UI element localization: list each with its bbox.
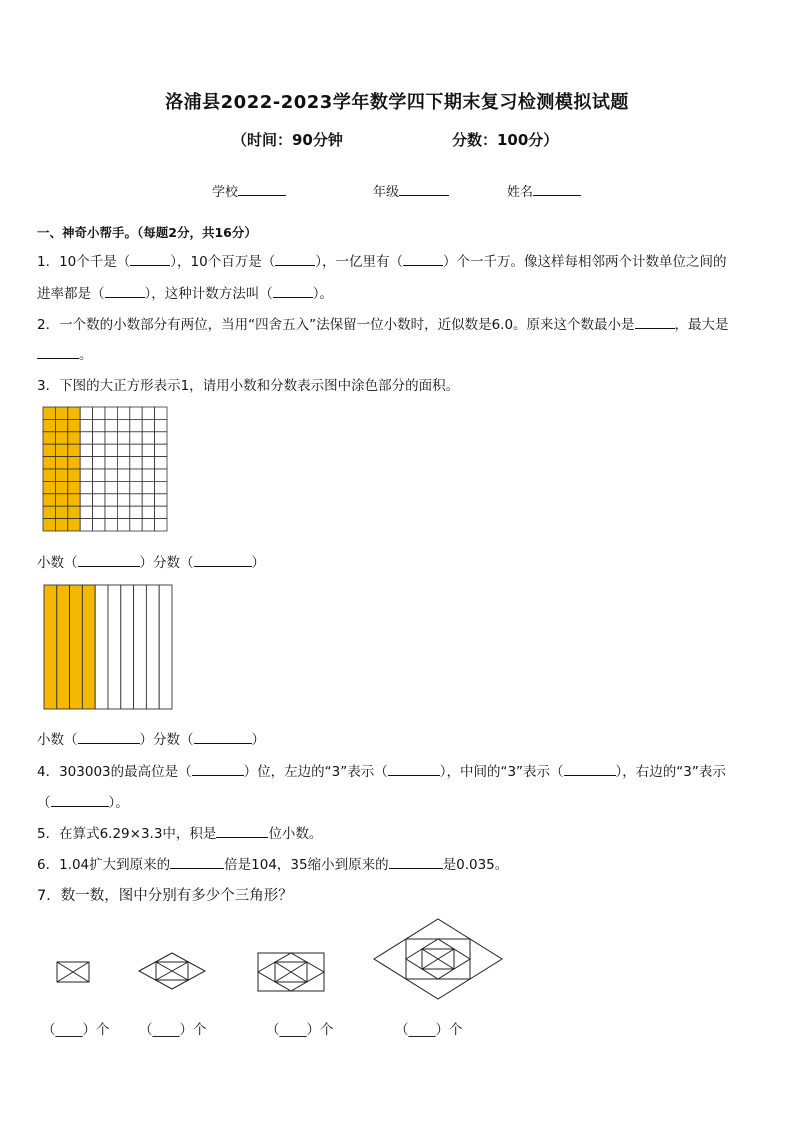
grid-cell [105, 481, 117, 493]
grid-cell [117, 419, 129, 431]
grid-cell [142, 457, 154, 469]
triangle-figure-1 [56, 961, 90, 983]
question-3-text: 3．下图的大正方形表示1，请用小数和分数表示图中涂色部分的面积。 [37, 378, 460, 394]
grid-cell [117, 481, 129, 493]
answer-blank[interactable] [275, 253, 315, 266]
strip [134, 585, 147, 709]
answer-blank[interactable] [170, 856, 224, 869]
grade-blank[interactable] [399, 183, 449, 196]
grid-cell [105, 469, 117, 481]
grid-cell [117, 407, 129, 419]
grid-cell [155, 469, 167, 481]
grid-cell [117, 444, 129, 456]
question-6: 6．1.04扩大到原来的 倍是104，35缩小到原来的 是0.035。 [37, 857, 509, 873]
grid-cell-shaded [43, 419, 55, 431]
answer-blank[interactable] [37, 346, 79, 359]
strip-figure [42, 583, 174, 711]
grid-cell [155, 419, 167, 431]
grid-cell [105, 519, 117, 531]
fraction-blank[interactable] [194, 554, 252, 567]
grid-cell-shaded [55, 419, 67, 431]
grid-cell-shaded [43, 407, 55, 419]
grid-cell [105, 419, 117, 431]
grid-cell [155, 457, 167, 469]
question-3-fig1-answer: 小数（ ）分数（ ） [37, 555, 265, 571]
grid-cell [80, 519, 92, 531]
grid-cell [130, 419, 142, 431]
strip-shaded [57, 585, 70, 709]
grid-cell [142, 494, 154, 506]
grid-cell-shaded [68, 469, 80, 481]
answer-blank[interactable] [564, 763, 616, 776]
question-4-line-2: （ ）。 [37, 795, 129, 811]
grid-cell-shaded [68, 519, 80, 531]
grid-cell-shaded [55, 469, 67, 481]
grid-cell [130, 432, 142, 444]
grid-cell [117, 494, 129, 506]
grid-cell [80, 457, 92, 469]
grid-cell [155, 407, 167, 419]
grid-cell-shaded [68, 457, 80, 469]
strip [146, 585, 159, 709]
grid-cell [117, 506, 129, 518]
grid-cell [155, 481, 167, 493]
question-5: 5．在算式6.29×3.3中，积是 位小数。 [37, 826, 323, 842]
q7-answer-2[interactable]: （____）个 [139, 1022, 207, 1038]
grid-cell-shaded [68, 407, 80, 419]
grid-cell [142, 407, 154, 419]
question-2-line-2: 。 [37, 343, 93, 363]
grid-cell-shaded [43, 469, 55, 481]
grid-cell-shaded [43, 494, 55, 506]
grid-cell [142, 506, 154, 518]
answer-blank[interactable] [388, 763, 440, 776]
grid-cell [93, 407, 105, 419]
answer-blank[interactable] [51, 794, 109, 807]
hundred-grid-figure [42, 406, 170, 532]
grid-cell-shaded [55, 407, 67, 419]
grid-cell [130, 506, 142, 518]
grid-cell [142, 519, 154, 531]
triangle-figure-4 [372, 917, 504, 1001]
grid-cell-shaded [68, 432, 80, 444]
grid-cell [117, 469, 129, 481]
section-heading: 一、神奇小帮手。（每题2分，共16分） [37, 225, 257, 240]
grid-cell [155, 506, 167, 518]
strip-shaded [70, 585, 83, 709]
grid-cell [142, 481, 154, 493]
decimal-blank[interactable] [78, 731, 140, 744]
question-7-text: 7．数一数，图中分别有多少个三角形？ [37, 888, 293, 904]
grid-cell [130, 444, 142, 456]
answer-blank[interactable] [635, 316, 675, 329]
grid-cell-shaded [55, 519, 67, 531]
grid-cell [130, 494, 142, 506]
grid-cell [80, 506, 92, 518]
grid-cell [105, 407, 117, 419]
grid-cell [105, 457, 117, 469]
grid-cell [93, 432, 105, 444]
grid-cell-shaded [55, 457, 67, 469]
grid-cell [142, 419, 154, 431]
grid-cell [130, 469, 142, 481]
grid-cell [80, 407, 92, 419]
grid-cell-shaded [55, 494, 67, 506]
grade-field[interactable] [373, 181, 449, 200]
grid-cell [93, 481, 105, 493]
grid-cell-shaded [68, 494, 80, 506]
grid-cell [117, 432, 129, 444]
grid-cell-shaded [55, 481, 67, 493]
grid-cell [93, 506, 105, 518]
name-label: 姓名 [507, 185, 534, 200]
grid-cell [155, 519, 167, 531]
score-label: 分数：100分） [452, 131, 559, 149]
grid-cell [155, 432, 167, 444]
grid-cell [130, 407, 142, 419]
grid-cell-shaded [43, 444, 55, 456]
grid-cell [155, 494, 167, 506]
grid-cell [93, 419, 105, 431]
q7-answer-1[interactable]: （____）个 [42, 1022, 110, 1038]
school-field[interactable] [212, 181, 286, 200]
grid-cell [117, 519, 129, 531]
q7-answer-3[interactable]: （____）个 [266, 1022, 334, 1038]
grid-cell-shaded [55, 444, 67, 456]
strip-shaded [44, 585, 57, 709]
grid-cell [155, 444, 167, 456]
grade-label: 年级 [373, 185, 400, 200]
answer-blank[interactable] [130, 253, 170, 266]
answer-blank[interactable] [273, 285, 313, 298]
grid-cell [80, 419, 92, 431]
strip-shaded [82, 585, 95, 709]
fraction-blank[interactable] [194, 731, 252, 744]
question-1-line-1: 1．10个千是（ ），10个百万是（ ），一亿里有（ ）个一千万。像这样每相邻两个计数单位之间的 [37, 254, 727, 270]
answer-blank[interactable] [192, 763, 244, 776]
decimal-blank[interactable] [78, 554, 140, 567]
grid-cell [130, 481, 142, 493]
question-1-line-2: 进率都是（ ），这种计数方法叫（ ）。 [37, 286, 333, 302]
grid-cell-shaded [68, 481, 80, 493]
question-4-line-1: 4．303003的最高位是（ ）位，左边的“3”表示（ ），中间的“3”表示（ ），右边的“3”表示 [37, 764, 726, 780]
grid-cell [117, 457, 129, 469]
answer-blank[interactable] [403, 253, 443, 266]
triangle-figure-3 [256, 951, 326, 993]
grid-cell-shaded [68, 419, 80, 431]
triangle-figure-2 [138, 952, 206, 990]
strip [95, 585, 108, 709]
answer-blank[interactable] [216, 825, 268, 838]
grid-cell-shaded [43, 481, 55, 493]
grid-cell-shaded [55, 432, 67, 444]
grid-cell-shaded [68, 444, 80, 456]
grid-cell [80, 469, 92, 481]
answer-blank[interactable] [389, 856, 443, 869]
grid-cell [130, 457, 142, 469]
school-blank[interactable] [238, 183, 286, 196]
strip [108, 585, 121, 709]
grid-cell [93, 469, 105, 481]
grid-cell [93, 457, 105, 469]
time-label: （时间：90分钟 [232, 131, 343, 149]
grid-cell-shaded [43, 506, 55, 518]
grid-cell-shaded [43, 432, 55, 444]
grid-cell [80, 444, 92, 456]
grid-cell [142, 432, 154, 444]
name-blank[interactable] [533, 183, 581, 196]
grid-cell [80, 432, 92, 444]
strip [121, 585, 134, 709]
grid-cell-shaded [55, 506, 67, 518]
grid-cell [93, 444, 105, 456]
grid-cell [142, 469, 154, 481]
question-2-line-1: 2．一个数的小数部分有两位，当用“四舍五入”法保留一位小数时，近似数是6.0。原来这个数最小是 ，最大是 [37, 317, 729, 333]
grid-cell [93, 519, 105, 531]
school-label: 学校 [212, 185, 239, 200]
grid-cell [105, 506, 117, 518]
grid-cell [105, 432, 117, 444]
answer-blank[interactable] [105, 285, 145, 298]
grid-cell [130, 519, 142, 531]
q7-answer-4[interactable]: （____）个 [395, 1022, 463, 1038]
question-3-fig2-answer: 小数（ ）分数（ ） [37, 732, 265, 748]
grid-cell [80, 481, 92, 493]
grid-cell-shaded [43, 457, 55, 469]
grid-cell [105, 494, 117, 506]
grid-cell [93, 494, 105, 506]
grid-cell [80, 494, 92, 506]
strip [159, 585, 172, 709]
grid-cell [142, 444, 154, 456]
grid-cell-shaded [43, 519, 55, 531]
name-field[interactable] [507, 181, 581, 200]
page-title: 洛浦县2022-2023学年数学四下期末复习检测模拟试题 [165, 92, 629, 113]
grid-cell-shaded [68, 506, 80, 518]
grid-cell [105, 444, 117, 456]
